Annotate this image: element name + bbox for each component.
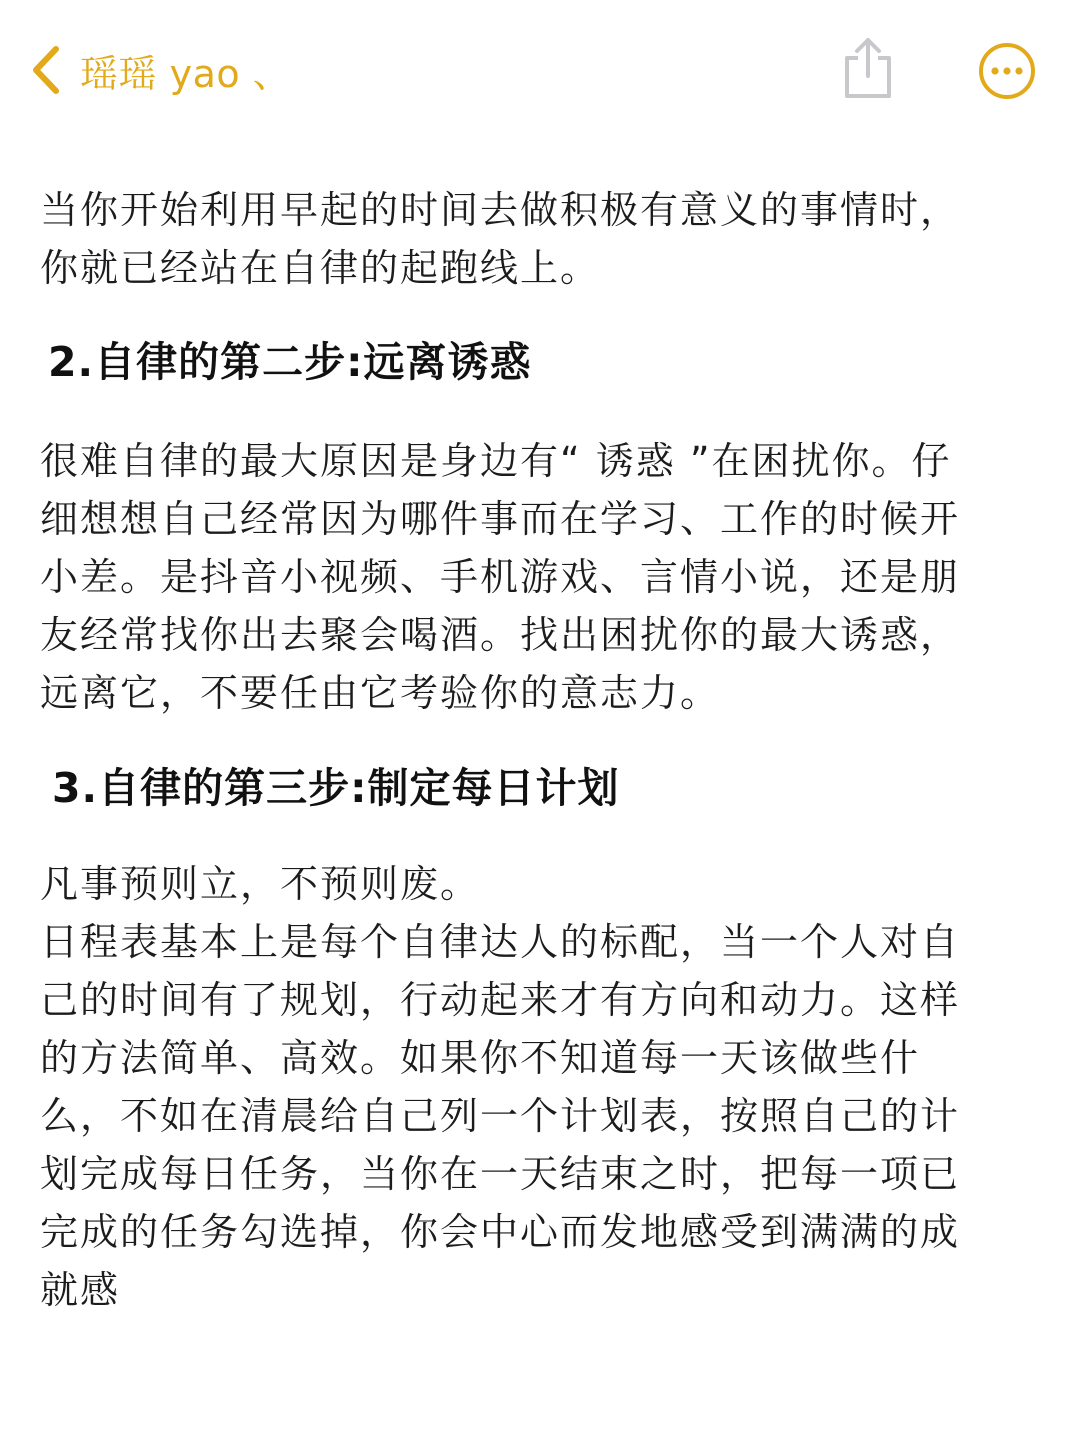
text-line: 的方法简单、高效。如果你不知道每一天该做些什 [40,1036,921,1080]
text-line: 细想想自己经常因为哪件事而在学习、工作的时候开 [40,497,961,541]
text-line: 就感 [40,1268,121,1312]
text-line: 己的时间有了规划，行动起来才有方向和动力。这样 [40,978,961,1022]
text-line: 当你开始利用早起的时间去做积极有意义的事情时， [40,188,961,232]
paragraph-daily-plan [40,855,1020,1319]
back-label: 瑶瑶 yao 、 [80,51,292,96]
text-line: 完成的任务勾选掉，你会中心而发地感受到满满的成 [40,1210,961,1254]
text-line: 很难自律的最大原因是身边有“ 诱惑 ”在困扰你。仔 [40,439,952,483]
text-line: 远离它，不要任由它考验你的意志力。 [40,671,721,715]
text-line: 友经常找你出去聚会喝酒。找出困扰你的最大诱惑， [40,613,961,657]
text-line: 小差。是抖音小视频、手机游戏、言情小说，还是朋 [40,555,961,599]
paragraph-intro [40,181,1020,297]
back-button[interactable] [28,38,291,102]
text-line: 日程表基本上是每个自律达人的标配，当一个人对自 [40,920,961,964]
text-line: 你就已经站在自律的起跑线上。 [40,246,601,290]
section-heading-2: 2.自律的第二步:远离诱惑 [48,338,532,386]
share-button[interactable] [838,34,898,100]
more-options-button[interactable] [978,42,1036,100]
text-line: 凡事预则立，不预则废。 [40,862,481,906]
navigation-bar [0,0,1080,140]
paragraph-temptation [40,432,1020,722]
text-line: 划完成每日任务，当你在一天结束之时，把每一项已 [40,1152,961,1196]
section-heading-3: 3.自律的第三步:制定每日计划 [52,764,620,812]
share-icon [838,34,898,100]
chevron-left-icon [28,43,64,97]
more-icon [978,42,1036,100]
text-line: 么，不如在清晨给自己列一个计划表，按照自己的计 [40,1094,961,1138]
